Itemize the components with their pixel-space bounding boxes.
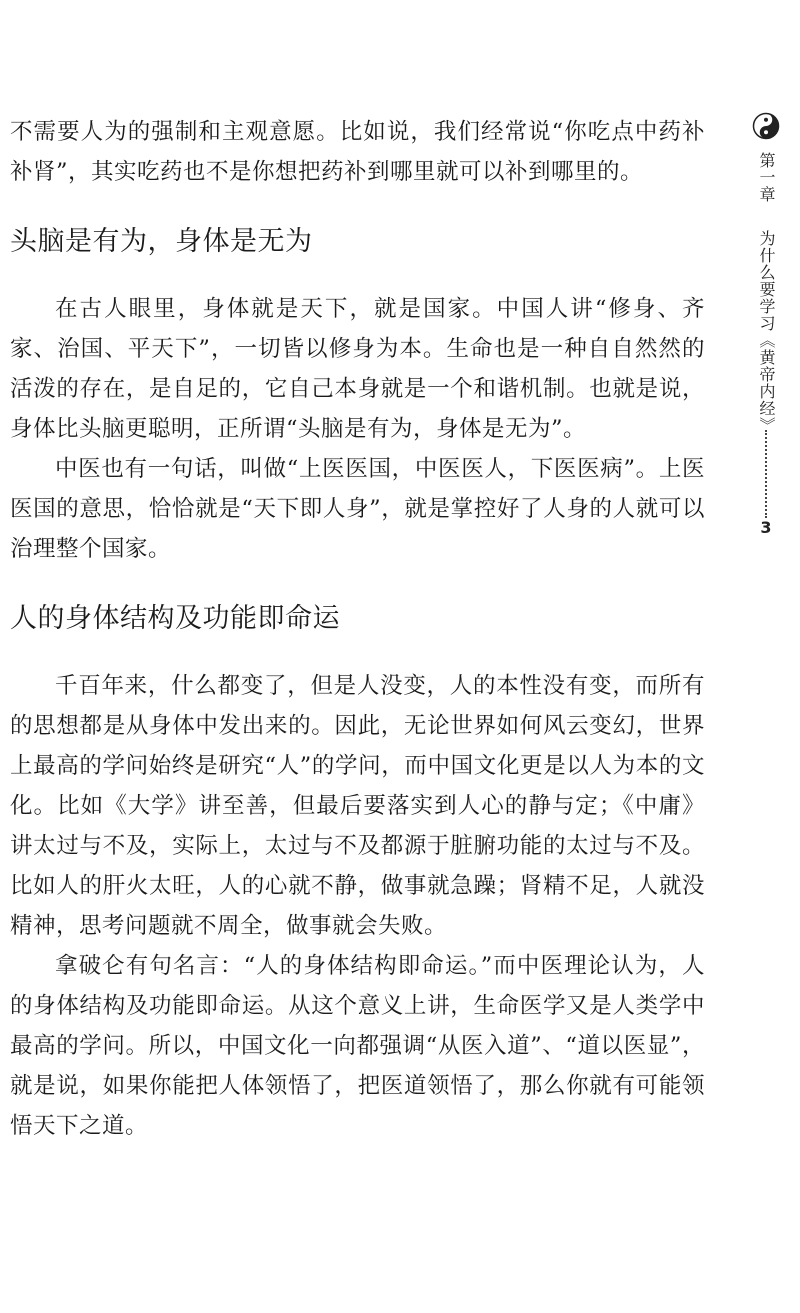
paragraph: 拿破仑有句名言：“人的身体结构即命运。”而中医理论认为，人的身体结构及功能即命运。从这个意义上讲，生命医学又是人类学中最高的学问。所以，中国文化一向都强调“从医入道”、“道以医显”，就是说，如果你能把人体领悟了，把医道领悟了，那么你就有可能领悟天下之道。 [10,953,705,1139]
section-heading: 头脑是有为，身体是无为 [10,226,313,257]
dotted-leader [765,430,767,518]
book-title: 为什么要学习《黄帝内经》 [757,230,776,434]
page-body [10,112,705,1146]
page-number: 3 [760,518,772,537]
yin-yang-icon [752,112,780,140]
chapter-label: 第一章 [757,152,776,203]
paragraph-continued: 不需要人为的强制和主观意愿。比如说，我们经常说“你吃点中药补补肾”，其实吃药也不是你想把药补到哪里就可以补到哪里的。 [10,119,705,185]
paragraph: 千百年来，什么都变了，但是人没变，人的本性没有变，而所有的思想都是从身体中发出来的。因此，无论世界如何风云变幻，世界上最高的学问始终是研究“人”的学问，而中国文化更是以人为本的文化。比如《大学》讲至善，但最后要落实到人心的静与定；《中庸》讲太过与不及，实际上，太过与不及都源于脏腑功能的太过与不及。比如人的肝火太旺，人的心就不静，做事就急躁；肾精不足，人就没精神，思考问题就不周全，做事就会失败。 [10,673,705,939]
paragraph: 在古人眼里，身体就是天下，就是国家。中国人讲“修身、齐家、治国、平天下”，一切皆以修身为本。生命也是一种自自然然的活泼的存在，是自足的，它自己本身就是一个和谐机制。也就是说，身体比头脑更聪明，正所谓“头脑是有为，身体是无为”。 [10,296,705,442]
paragraph: 中医也有一句话，叫做“上医医国，中医医人，下医医病”。上医医国的意思，恰恰就是“天下即人身”，就是掌控好了人身的人就可以治理整个国家。 [10,456,705,562]
section-heading: 人的身体结构及功能即命运 [10,603,340,634]
running-sidebar [732,112,798,552]
